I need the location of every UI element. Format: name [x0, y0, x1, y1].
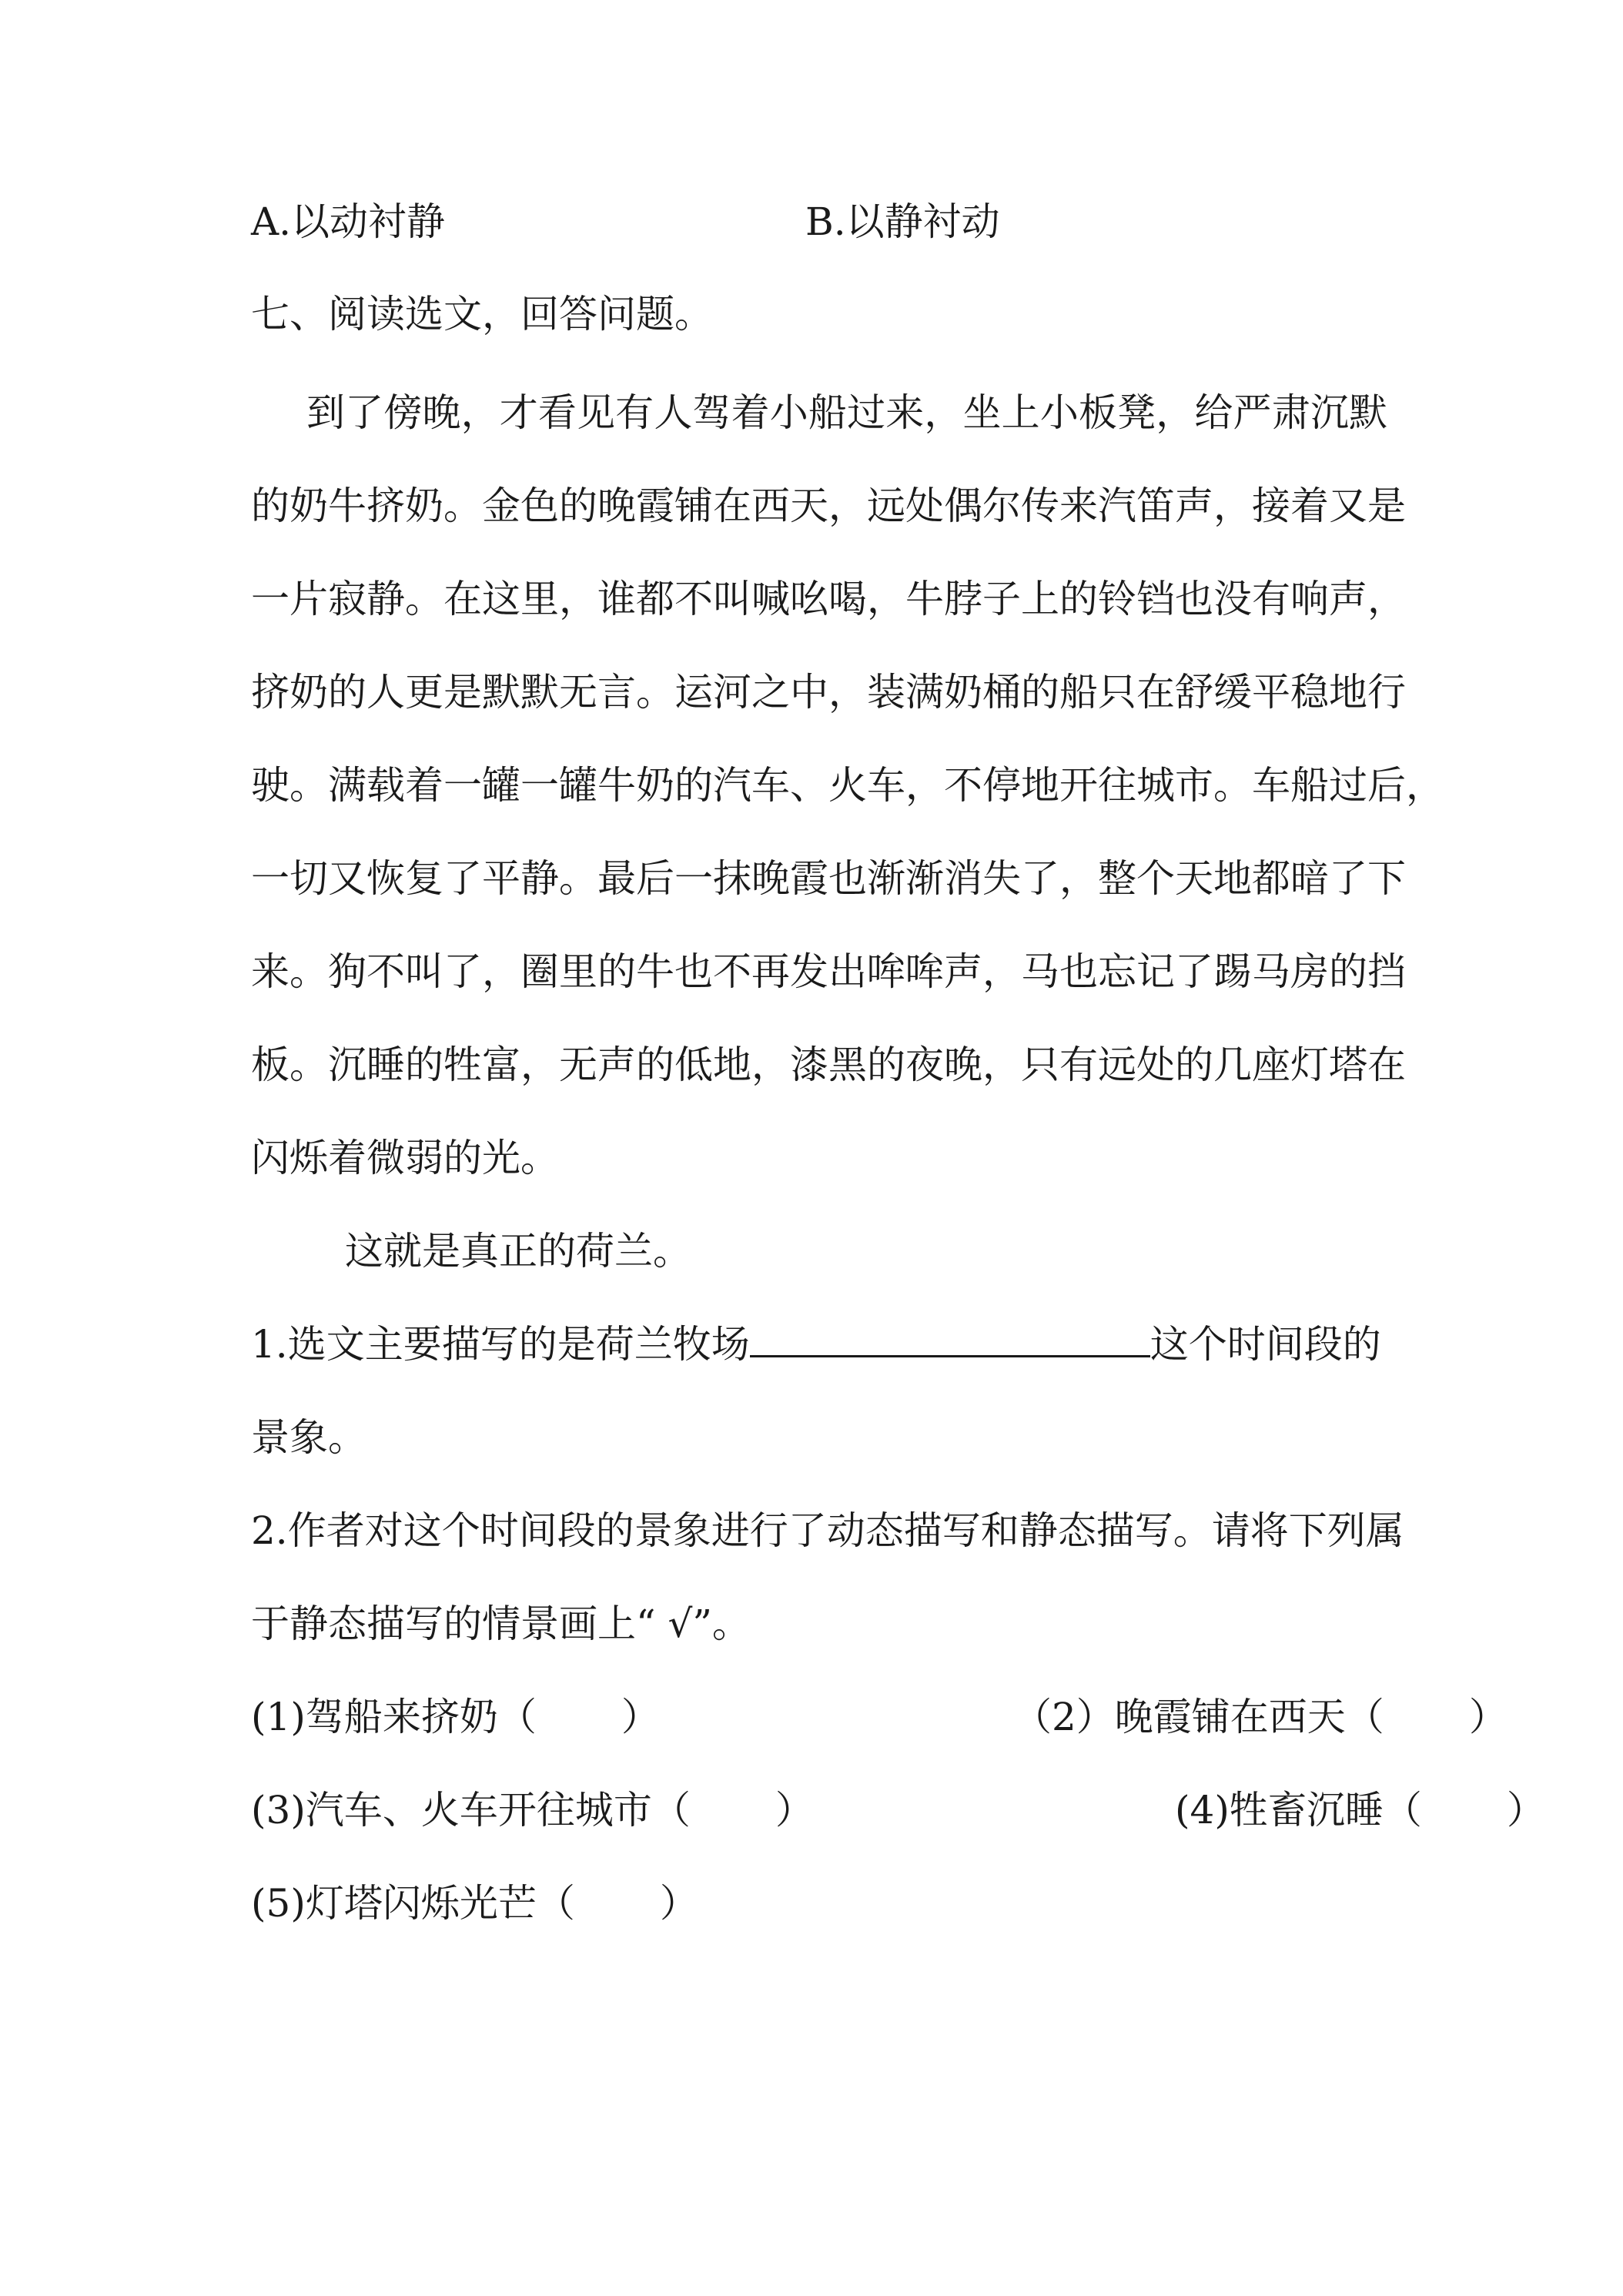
choice-item-3[interactable]: (3)汽车、火车开往城市（ ）: [251, 1788, 814, 1832]
choice-row-2: [251, 1787, 1545, 1833]
choice-item-1[interactable]: (1)驾船来挤奶（ ）: [251, 1695, 660, 1739]
choice-item-4[interactable]: (4)牲畜沉睡（ ）: [1175, 1788, 1545, 1832]
options-row: [251, 199, 1000, 245]
question-1-text-end: 这个时间段的: [1149, 1322, 1381, 1367]
passage-closing: 这就是真正的荷兰。: [345, 1229, 691, 1274]
choice-row-1: [251, 1694, 1508, 1740]
passage-line: 一切又恢复了平静。最后一抹晚霞也渐渐消失了，整个天地都暗了下: [251, 856, 1406, 901]
passage-line: 一片寂静。在这里，谁都不叫喊吆喝，牛脖子上的铃铛也没有响声，: [251, 577, 1406, 621]
passage-line: 的奶牛挤奶。金色的晚霞铺在西天，远处偶尔传来汽笛声，接着又是: [251, 484, 1406, 528]
passage-line: 挤奶的人更是默默无言。运河之中，装满奶桶的船只在舒缓平稳地行: [251, 670, 1406, 715]
passage-line: 闪烁着微弱的光。: [251, 1136, 559, 1180]
passage-line: 板。沉睡的牲富，无声的低地，漆黑的夜晚，只有远处的几座灯塔在: [251, 1043, 1406, 1087]
question-1-continuation: 景象。: [251, 1415, 366, 1460]
question-1-text: 1.选文主要描写的是荷兰牧场: [251, 1322, 750, 1367]
option-a: A.以动衬静: [251, 199, 446, 244]
passage-line: 到了傍晚，才看见有人驾着小船过来，坐上小板凳，给严肃沉默: [306, 390, 1387, 435]
answer-blank[interactable]: [750, 1321, 1150, 1357]
choice-item-2[interactable]: （2）晚霞铺在西天（ ）: [1013, 1695, 1508, 1739]
choice-row-3: [251, 1880, 698, 1926]
choice-item-5[interactable]: (5)灯塔闪烁光芒（ ）: [251, 1881, 698, 1926]
question-2-line-2: 于静态描写的情景画上“ √”。: [251, 1602, 751, 1646]
section-title: 七、阅读选文，回答问题。: [251, 292, 713, 336]
passage-line: 来。狗不叫了，圈里的牛也不再发出哞哞声，马也忘记了踢马房的挡: [251, 949, 1406, 994]
question-1: [251, 1321, 1381, 1367]
question-2-line-1: 2.作者对这个时间段的景象进行了动态描写和静态描写。请将下列属: [251, 1508, 1404, 1553]
passage-line: 驶。满载着一罐一罐牛奶的汽车、火车，不停地开往城市。车船过后，: [251, 763, 1444, 808]
option-b: B.以静衬动: [805, 199, 1000, 244]
